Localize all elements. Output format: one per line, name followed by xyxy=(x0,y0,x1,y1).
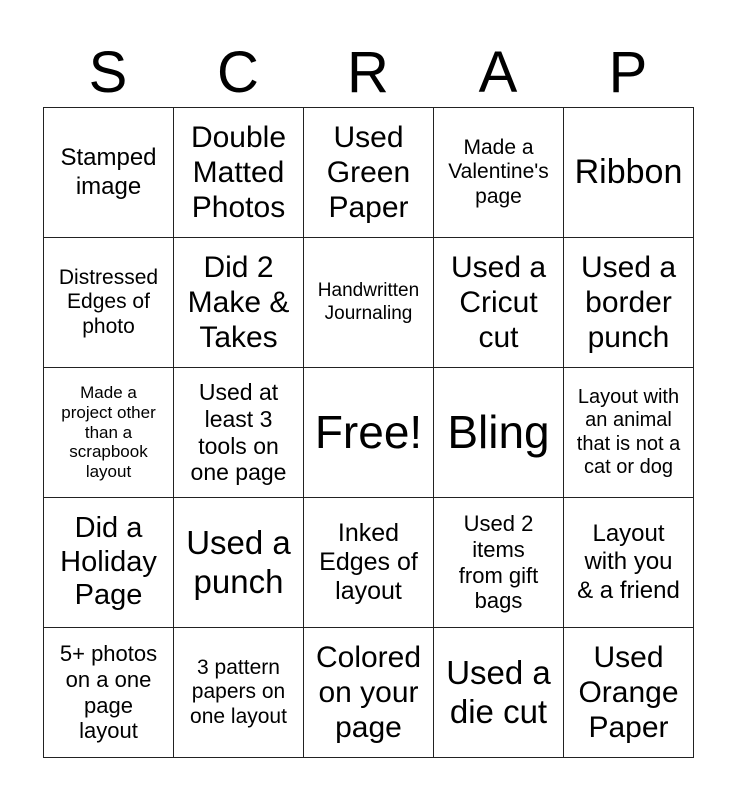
bingo-cell[interactable] xyxy=(564,108,694,238)
bingo-cell[interactable] xyxy=(434,368,564,498)
bingo-cell-text: Stamped image xyxy=(60,144,157,200)
bingo-cell[interactable] xyxy=(44,628,174,758)
bingo-cell[interactable] xyxy=(44,498,174,628)
bingo-cell-text: Ribbon xyxy=(574,152,683,191)
bingo-cell-text: 3 pattern papers on one layout xyxy=(190,655,287,728)
bingo-cell-text: Used a die cut xyxy=(446,653,551,730)
bingo-cell-text: Distressed Edges of photo xyxy=(58,265,159,338)
bingo-cell[interactable] xyxy=(564,628,694,758)
bingo-cell[interactable] xyxy=(564,368,694,498)
bingo-row xyxy=(44,628,694,758)
bingo-row xyxy=(44,498,694,628)
bingo-cell-text: Used 2 items from gift bags xyxy=(458,511,539,614)
bingo-cell-text: Did a Holiday Page xyxy=(60,511,157,612)
bingo-cell-text: Made a Valentine's page xyxy=(448,135,549,208)
bingo-cell[interactable] xyxy=(174,108,304,238)
bingo-cell-text: Double Matted Photos xyxy=(190,120,287,225)
bingo-cell[interactable] xyxy=(304,238,434,368)
bingo-cell-text: 5+ photos on a one page layout xyxy=(59,641,158,744)
bingo-row xyxy=(44,108,694,238)
bingo-row xyxy=(44,368,694,498)
bingo-cell-text: Free! xyxy=(314,405,423,458)
bingo-cell[interactable] xyxy=(434,108,564,238)
bingo-cell[interactable] xyxy=(174,368,304,498)
bingo-cell-text: Bling xyxy=(447,405,550,458)
bingo-cell-text: Layout with an animal that is not a cat or dog xyxy=(576,385,681,478)
bingo-cell[interactable] xyxy=(564,238,694,368)
bingo-cell-text: Colored on your page xyxy=(315,640,422,745)
bingo-cell[interactable] xyxy=(174,498,304,628)
bingo-cell-text: Used at least 3 tools on one page xyxy=(190,378,287,486)
bingo-cell-text: Handwritten Journaling xyxy=(317,280,420,324)
bingo-cell[interactable] xyxy=(434,628,564,758)
bingo-cell[interactable] xyxy=(44,238,174,368)
header-letter-p: P xyxy=(608,40,648,105)
bingo-header xyxy=(43,40,693,106)
bingo-cell-text: Made a project other than a scrapbook layout xyxy=(61,382,156,482)
bingo-cell[interactable] xyxy=(304,108,434,238)
free-space-cell[interactable] xyxy=(304,368,434,498)
header-letter-s: S xyxy=(88,40,128,105)
header-letter-c: C xyxy=(217,40,259,105)
header-letter-r: R xyxy=(347,40,389,105)
bingo-cell-text: Inked Edges of layout xyxy=(319,518,418,606)
bingo-cell[interactable] xyxy=(304,498,434,628)
bingo-cell-text: Used a border punch xyxy=(580,250,677,355)
bingo-cell[interactable] xyxy=(304,628,434,758)
bingo-row xyxy=(44,238,694,368)
bingo-cell-text: Used Orange Paper xyxy=(578,640,679,745)
bingo-cell-text: Used a punch xyxy=(186,523,291,600)
bingo-grid xyxy=(43,107,694,758)
header-letter-a: A xyxy=(478,40,518,105)
bingo-cell-text: Used a Cricut cut xyxy=(450,250,547,355)
bingo-cell-text: Layout with you & a friend xyxy=(577,520,680,604)
bingo-cell[interactable] xyxy=(564,498,694,628)
bingo-cell[interactable] xyxy=(434,238,564,368)
bingo-cell-text: Did 2 Make & Takes xyxy=(187,250,290,355)
bingo-cell[interactable] xyxy=(174,628,304,758)
bingo-cell-text: Used Green Paper xyxy=(326,120,411,225)
bingo-cell[interactable] xyxy=(174,238,304,368)
bingo-cell[interactable] xyxy=(44,368,174,498)
bingo-cell[interactable] xyxy=(434,498,564,628)
bingo-cell[interactable] xyxy=(44,108,174,238)
